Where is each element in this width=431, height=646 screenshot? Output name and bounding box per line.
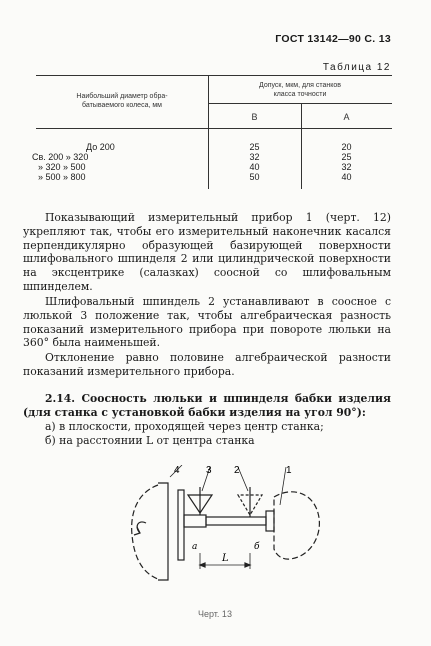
table-header-rule — [36, 128, 392, 129]
tolerance-table — [32, 75, 392, 189]
spindle-shaft-left — [184, 515, 206, 527]
paragraph-1: Показывающий измерительный прибор 1 (черт. 12) укрепляют так, чтобы его измерительный наконечник касался перпендикулярно образующей базирующей поверхности шлифовального шпинделя 2 или цилиндрической поверхности на эксцентрике (салазках) соосной со шлифовальным шпинделем. — [23, 211, 391, 293]
table-number: Таблица 12 — [322, 62, 391, 73]
rotation-arrow — [137, 522, 146, 533]
section-2-14-title: 2.14. Соосность люльки и шпинделя бабки изделия (для станка с установкой бабки изделия на угол 90°): — [23, 392, 391, 419]
point-a-label: а — [192, 542, 198, 552]
label-2: 2 — [234, 465, 240, 476]
table-top-rule — [36, 75, 392, 76]
mandrel — [206, 517, 266, 525]
cradle-outline-left — [132, 485, 158, 579]
row-range: Св. 200 » 320 — [32, 152, 89, 162]
rotation-arrow-head — [134, 527, 140, 535]
value-b: 40 — [249, 162, 260, 172]
value-a: 25 — [341, 152, 352, 162]
class-b-header: В — [251, 112, 258, 122]
value-b: 25 — [249, 142, 260, 152]
value-a: 40 — [341, 172, 352, 182]
col-tolerance-header: Допуск, мкм, для станков класса точности — [259, 82, 341, 98]
row-range: » 500 » 800 — [38, 172, 86, 182]
workpiece-flange — [266, 511, 274, 531]
item-a: а) в плоскости, проходящей через центр станка; — [45, 420, 324, 433]
value-a: 20 — [341, 142, 352, 152]
figure-13-drawing — [130, 465, 330, 590]
cradle-body — [158, 483, 168, 580]
class-a-header: А — [343, 112, 350, 122]
label-1: 1 — [286, 465, 292, 476]
item-b: б) на расстоянии L от центра станка — [45, 434, 255, 447]
label-3: 3 — [206, 465, 212, 476]
paragraph-3: Отклонение равно половине алгебраической разности показаний измерительного прибора. — [23, 351, 391, 378]
figure-caption: Черт. 13 — [198, 609, 232, 619]
value-b: 50 — [249, 172, 260, 182]
value-b: 32 — [249, 152, 260, 162]
leader-lines — [170, 465, 286, 505]
page-header: ГОСТ 13142—90 С. 13 — [275, 33, 391, 45]
label-4: 4 — [174, 465, 180, 476]
row-range: » 320 » 500 — [38, 162, 86, 172]
spindle-plate — [178, 490, 184, 560]
col-diameter-header: Наибольший диаметр обра- батываемого колеса, мм — [76, 93, 168, 109]
dimension-l-label: L — [222, 553, 229, 564]
value-a: 32 — [341, 162, 352, 172]
point-b-label: б — [254, 542, 260, 552]
paragraph-2: Шлифовальный шпиндель 2 устанавливают в соосное с люлькой 3 положение так, чтобы алгебраическая разность показаний измерительного прибора при повороте люльки на 360° была наименьшей. — [23, 295, 391, 350]
row-range: До 200 — [86, 142, 115, 152]
table-class-rule — [208, 103, 392, 104]
